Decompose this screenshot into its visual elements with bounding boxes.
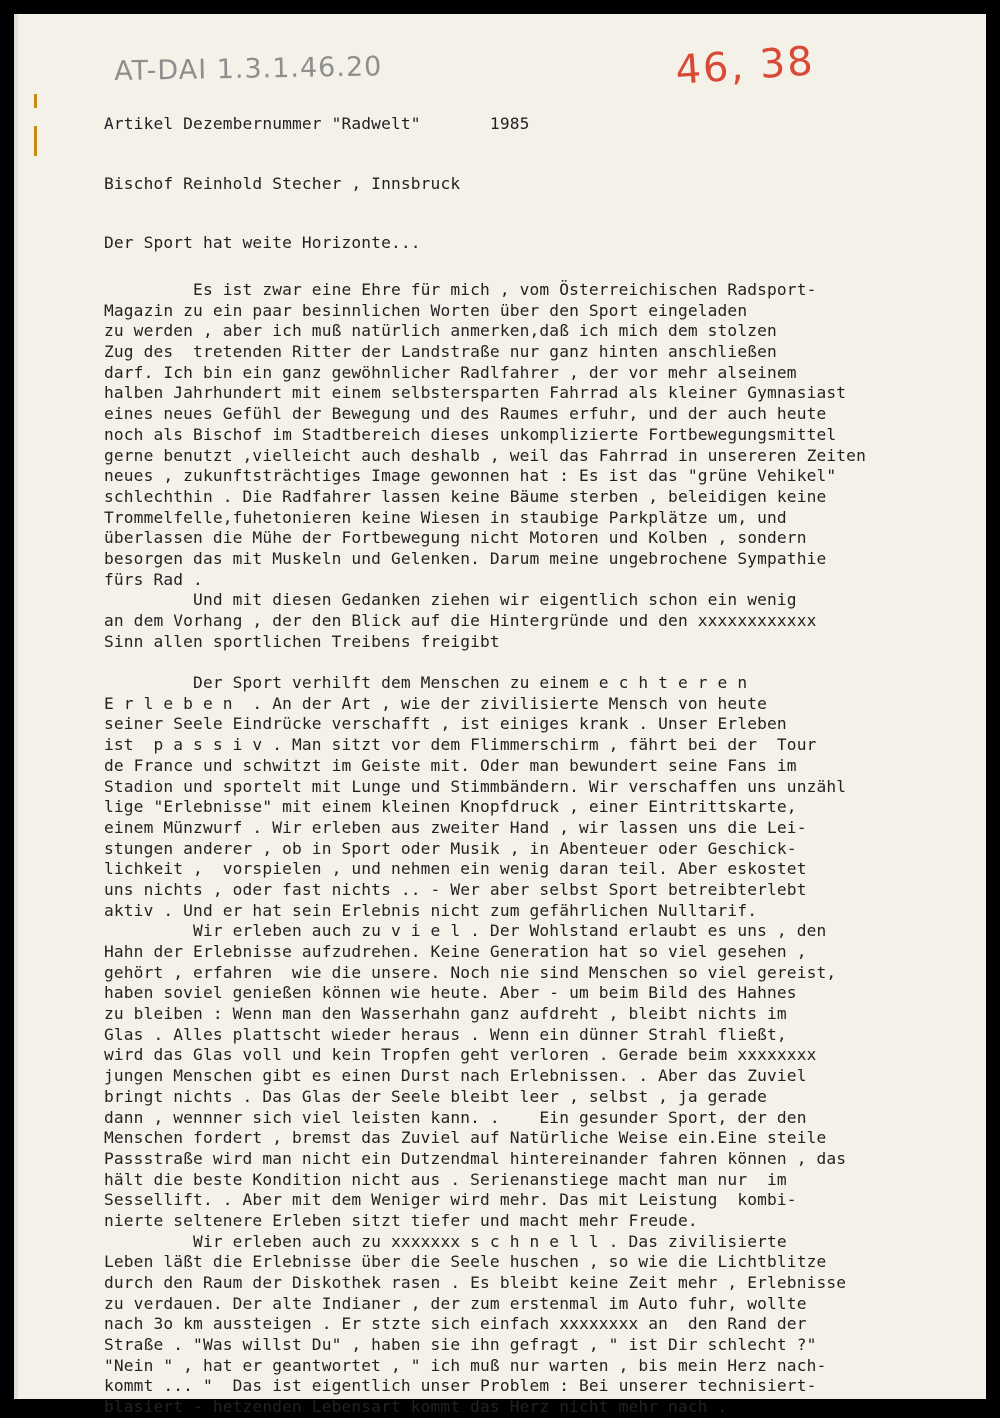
- folio-number-handwritten: 46, 38: [674, 38, 817, 94]
- body-line: durch den Raum der Diskothek rasen . Es bleibt keine Zeit mehr , Erlebnisse: [104, 1273, 847, 1292]
- body-line: uns nichts , oder fast nichts .. - Wer aber selbst Sport betreibterlebt: [104, 879, 807, 899]
- body-line: zu werden , aber ich muß natürlich anmerken,daß ich mich dem stolzen: [104, 321, 777, 341]
- body-line: E r l e b e n . An der Art , wie der zivilisierte Mensch von heute: [104, 693, 768, 713]
- archive-id-handwritten: AT-DAI 1.3.1.46.20: [114, 51, 383, 87]
- body-line: gerne benutzt ,vielleicht auch deshalb , weil das Fahrrad in unsereren Zeiten: [104, 445, 866, 465]
- body-line: seiner Seele Eindrücke verschafft , ist einiges krank . Unser Erleben: [104, 714, 787, 734]
- body-line: gehört , erfahren wie die unsere. Noch nie sind Menschen so viel gereist,: [104, 962, 837, 982]
- body-line: Hahn der Erlebnisse aufzudrehen. Keine Generation hat so viel gesehen ,: [104, 942, 807, 961]
- body-line: Trommelfelle,fuhetonieren keine Wiesen in staubige Parkplätze um, und: [104, 507, 787, 527]
- body-line: Straße . "Was willst Du" , haben sie ihn gefragt , " ist Dir schlecht ?": [104, 1335, 817, 1355]
- body-line: hält die beste Kondition nicht aus . Serienanstiege macht man nur im: [104, 1169, 787, 1189]
- body-line: Und mit diesen Gedanken ziehen wir eigentlich schon ein wenig: [104, 590, 797, 610]
- body-line: [104, 652, 866, 673]
- body-line: Stadion und sportelt mit Lunge und Stimmbändern. Wir verschaffen uns unzähl: [104, 776, 847, 796]
- body-line: kommt ... " Das ist eigentlich unser Problem : Bei unserer technisiert-: [104, 1376, 817, 1396]
- body-line: Es ist zwar eine Ehre für mich , vom Österreichischen Radsport-: [104, 280, 817, 299]
- body-line: schlechthin . Die Radfahrer lassen keine Bäume sterben , beleidigen keine: [104, 486, 827, 506]
- body-line: überlassen die Mühe der Fortbewegung nicht Motoren und Kolben , sondern: [104, 528, 807, 548]
- body-line: blasiert - hetzenden Lebensart kommt das Herz nicht mehr nach .: [104, 1397, 728, 1417]
- typewritten-page: [14, 14, 986, 1417]
- author-line: Bischof Reinhold Stecher , Innsbruck: [104, 174, 461, 193]
- body-line: lichkeit , vorspielen , und nehmen ein wenig daran teil. Aber eskostet: [104, 859, 807, 879]
- body-line: ist p a s s i v . Man sitzt vor dem Flimmerschirm , fährt bei der Tour: [104, 735, 817, 755]
- body-line: Wir erleben auch zu v i e l . Der Wohlstand erlaubt es uns , den: [104, 921, 827, 941]
- body-line: lige "Erlebnisse" mit einem kleinen Knopfdruck , einer Eintrittskarte,: [104, 797, 797, 817]
- body-line: de France und schwitzt im Geiste mit. Oder man bewundert seine Fans im: [104, 755, 797, 775]
- article-title: Der Sport hat weite Horizonte...: [104, 233, 421, 252]
- body-line: neues , zukunftsträchtiges Image gewonnen hat : Es ist das "grüne Vehikel": [104, 466, 837, 486]
- body-line: "Nein " , hat er geantwortet , " ich muß nur warten , bis mein Herz nach-: [104, 1355, 827, 1375]
- body-line: besorgen das mit Muskeln und Gelenken. Darum meine ungebrochene Sympathie: [104, 548, 827, 568]
- body-line: zu verdauen. Der alte Indianer , der zum erstenmal im Auto fuhr, wollte: [104, 1293, 807, 1313]
- article-body: [104, 280, 866, 1418]
- body-line: aktiv . Und er hat sein Erlebnis nicht zum gefährlichen Nulltarif.: [104, 900, 758, 920]
- margin-mark-bottom: [34, 126, 37, 156]
- body-line: haben soviel genießen können wie heute. Aber - um beim Bild des Hahnes: [104, 983, 797, 1003]
- body-line: nach 3o km aussteigen . Er stzte sich einfach xxxxxxxx an den Rand der: [104, 1314, 807, 1334]
- body-line: Wir erleben auch zu xxxxxxx s c h n e l l . Das zivilisierte: [104, 1231, 787, 1251]
- body-line: Sinn allen sportlichen Treibens freigibt: [104, 631, 500, 651]
- body-line: Leben läßt die Erlebnisse über die Seele huschen , so wie die Lichtblitze: [104, 1252, 827, 1272]
- body-line: darf. Ich bin ein ganz gewöhnlicher Radlfahrer , der vor mehr alseinem: [104, 362, 797, 382]
- page-edge-shadow: [14, 14, 18, 1399]
- article-line: Artikel Dezembernummer "Radwelt" 1985: [104, 114, 530, 133]
- body-line: Glas . Alles plattscht wieder heraus . Wenn ein dünner Strahl fließt,: [104, 1024, 787, 1044]
- body-line: stungen anderer , ob in Sport oder Musik , in Abenteuer oder Geschick-: [104, 838, 797, 858]
- body-line: noch als Bischof im Stadtbereich dieses unkomplizierte Fortbewegungsmittel: [104, 424, 837, 444]
- body-line: Passstraße wird man nicht ein Dutzendmal hintereinander fahren können , das: [104, 1148, 847, 1168]
- body-line: wird das Glas voll und kein Tropfen geht verloren . Gerade beim xxxxxxxx: [104, 1045, 817, 1065]
- body-line: halben Jahrhundert mit einem selbstersparten Fahrrad als kleiner Gymnasiast: [104, 383, 847, 403]
- body-line: Zug des tretenden Ritter der Landstraße nur ganz hinten anschließen: [104, 342, 777, 362]
- body-line: bringt nichts . Das Glas der Seele bleibt leer , selbst , ja gerade: [104, 1086, 768, 1106]
- body-line: Sessellift. . Aber mit dem Weniger wird mehr. Das mit Leistung kombi-: [104, 1190, 797, 1210]
- body-line: Magazin zu ein paar besinnlichen Worten über den Sport eingeladen: [104, 300, 748, 320]
- body-line: dann , wennner sich viel leisten kann. . Ein gesunder Sport, der den: [104, 1107, 807, 1127]
- body-line: Der Sport verhilft dem Menschen zu einem e c h t e r e n: [104, 673, 748, 693]
- body-line: an dem Vorhang , der den Blick auf die Hintergründe und den xxxxxxxxxxxx: [104, 611, 817, 630]
- body-line: Menschen fordert , bremst das Zuviel auf Natürliche Weise ein.Eine steile: [104, 1128, 827, 1148]
- body-line: zu bleiben : Wenn man den Wasserhahn ganz aufdreht , bleibt nichts im: [104, 1004, 787, 1024]
- body-line: jungen Menschen gibt es einen Durst nach Erlebnissen. . Aber das Zuviel: [104, 1066, 807, 1086]
- body-line: eines neues Gefühl der Bewegung und des Raumes erfuhr, und der auch heute: [104, 404, 827, 424]
- body-line: fürs Rad .: [104, 569, 203, 589]
- body-line: einem Münzwurf . Wir erleben aus zweiter Hand , wir lassen uns die Lei-: [104, 817, 807, 837]
- body-line: nierte seltenere Erleben sitzt tiefer und macht mehr Freude.: [104, 1210, 698, 1230]
- margin-mark-top: [34, 94, 37, 108]
